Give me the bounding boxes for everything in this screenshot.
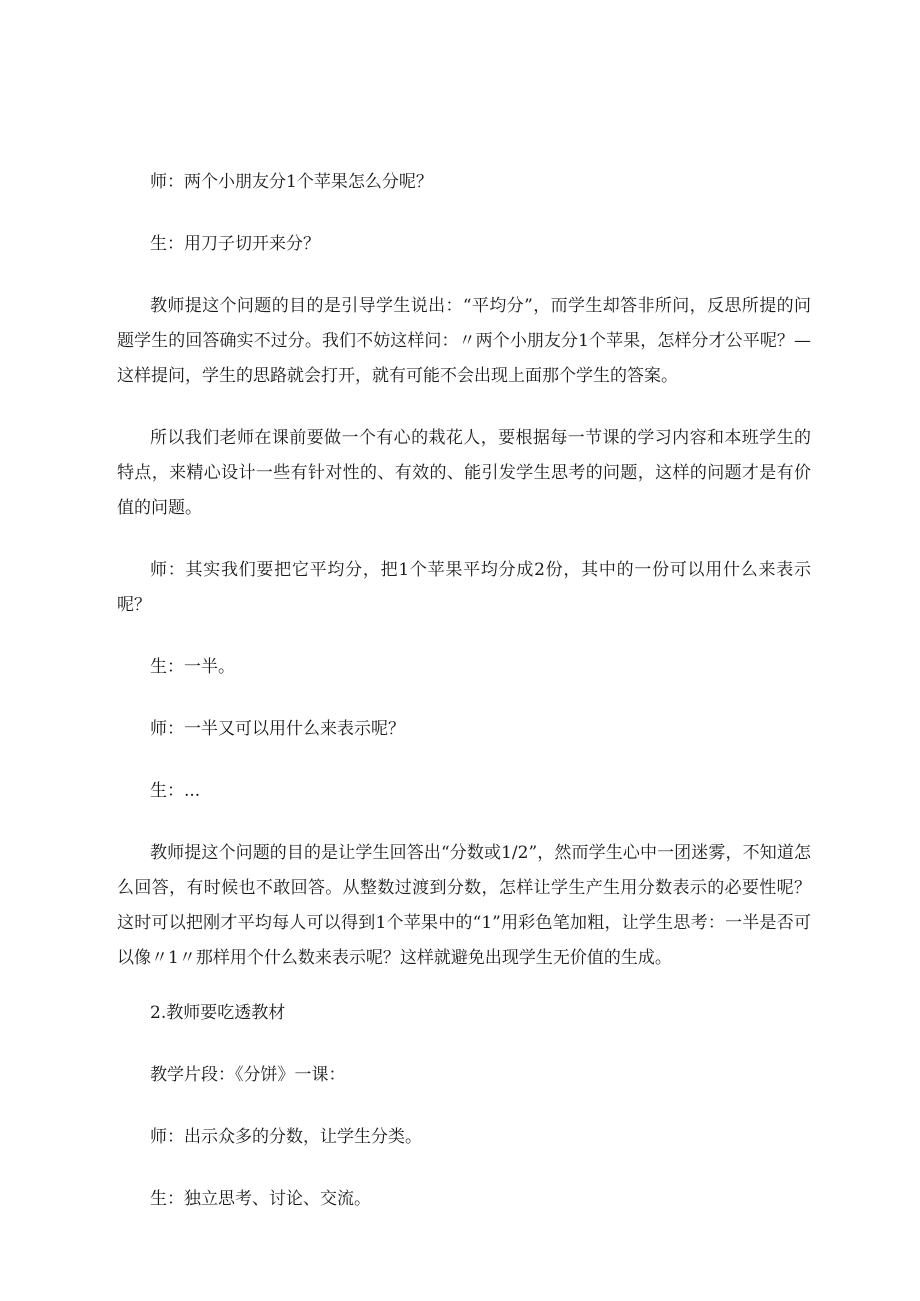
dialogue-teacher-question-1: 师：两个小朋友分1个苹果怎么分呢？ (150, 172, 433, 192)
dialogue-teacher-question-2: 师：其实我们要把它平均分，把1个苹果平均分成2份，其中的一份可以用什么来表示呢？ (117, 560, 811, 615)
dialogue-teacher-question-3: 师：一半又可以用什么来表示呢？ (150, 719, 405, 739)
analysis-paragraph-2: 所以我们老师在课前要做一个有心的栽花人，要根据每一节课的学习内容和本班学生的特点，来精心设计一些有针对性的、有效的、能引发学生思考的问题，这样的问题才是有价值的问题。 (117, 428, 811, 518)
lesson-excerpt-label: 教学片段：《分饼》一课： (150, 1065, 346, 1085)
section-heading: 2.教师要吃透教材 (150, 1003, 286, 1023)
dialogue-student-action: 生：独立思考、讨论、交流。 (150, 1189, 371, 1209)
analysis-paragraph-3: 教师提这个问题的目的是让学生回答出“分数或1/2”，然而学生心中一团迷雾，不知道怎么回答，有时候也不敢回答。从整数过渡到分数，怎样让学生产生用分数表示的必要性呢？这时可以把刚才平均每人可以得到1个苹果中的“1”用彩色笔加粗，让学生思考：一半是否可以像〃1〃那样用个什么数来表示呢？这样就避免出现学生无价值的生成。 (117, 843, 811, 968)
dialogue-student-answer-3: 生：... (150, 781, 201, 801)
document-body (117, 165, 811, 1217)
dialogue-student-answer-2: 生：一半。 (150, 657, 235, 677)
analysis-paragraph-1: 教师提这个问题的目的是引导学生说出：“平均分”，而学生却答非所问，反思所提的问题学生的回答确实不过分。我们不妨这样问：〃两个小朋友分1个苹果，怎样分才公平呢？—这样提问，学生的思路就会打开，就有可能不会出现上面那个学生的答案。 (117, 296, 811, 386)
dialogue-student-answer-1: 生：用刀子切开来分？ (150, 234, 320, 254)
dialogue-teacher-action: 师：出示众多的分数，让学生分类。 (150, 1127, 422, 1147)
